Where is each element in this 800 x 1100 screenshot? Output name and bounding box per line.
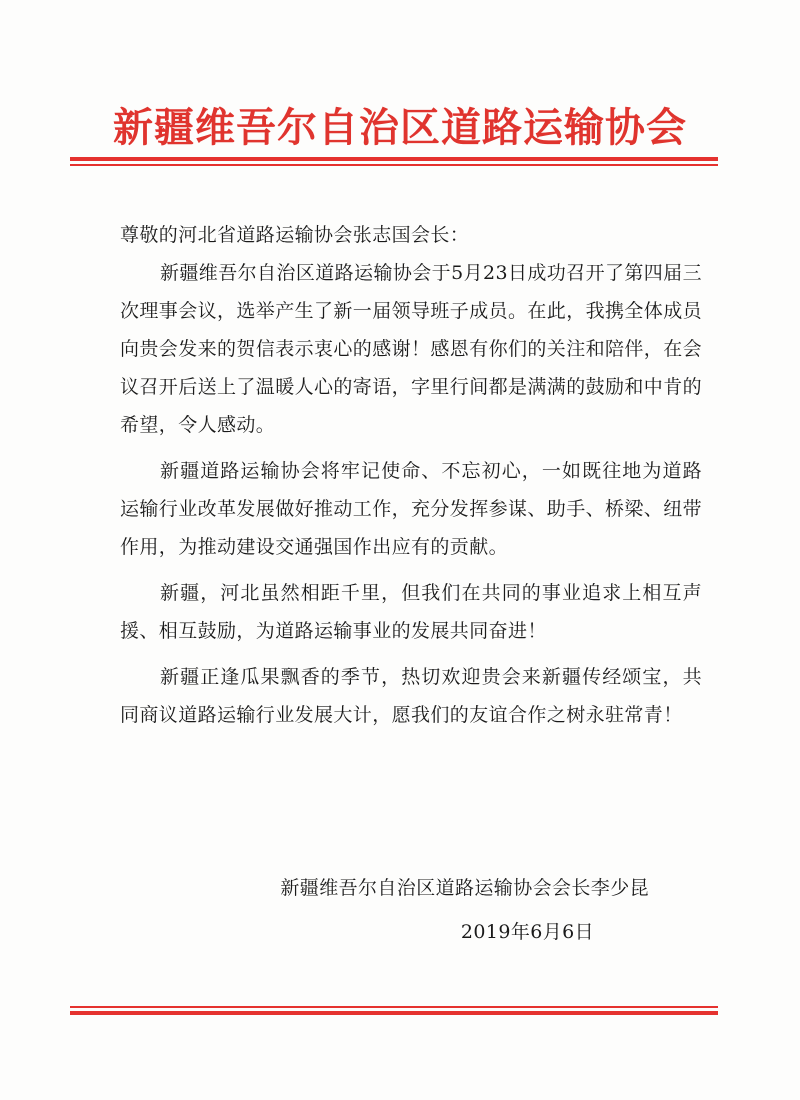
salutation: 尊敬的河北省道路运输协会张志国会长：: [120, 224, 470, 246]
letter-body: [120, 216, 702, 742]
signer: 新疆维吾尔自治区道路运输协会会长李少昆: [280, 877, 649, 899]
paragraph: 新疆维吾尔自治区道路运输协会于5月23日成功召开了第四届三次理事会议，选举产生了新一届领导班子成员。在此，我携全体成员向贵会发来的贺信表示衷心的感谢！感恩有你们的关注和陪伴，在会议召开后送上了温暖人心的寄语，字里行间都是满满的鼓励和中肯的希望，令人感动。: [120, 262, 703, 436]
paragraph: 新疆道路运输协会将牢记使命、不忘初心，一如既往地为道路运输行业改革发展做好推动工作，充分发挥参谋、助手、桥梁、纽带作用，为推动建设交通强国作出应有的贡献。: [120, 460, 703, 558]
letterhead-divider-thick: [70, 157, 718, 161]
paragraph: 新疆正逢瓜果飘香的季节，热切欢迎贵会来新疆传经颂宝，共同商议道路运输行业发展大计，愿我们的友谊合作之树永驻常青！: [120, 666, 702, 726]
signature-block: [280, 866, 649, 954]
footer-divider-thick: [70, 1011, 718, 1015]
footer-divider-thin: [70, 1006, 718, 1008]
letterhead-divider-thin: [70, 164, 718, 166]
paragraph: 新疆，河北虽然相距千里，但我们在共同的事业追求上相互声援、相互鼓励，为道路运输事业的发展共同奋进！: [120, 582, 702, 642]
letterhead-title: 新疆维吾尔自治区道路运输协会: [113, 104, 687, 151]
date: 2019年6月6日: [460, 921, 594, 943]
